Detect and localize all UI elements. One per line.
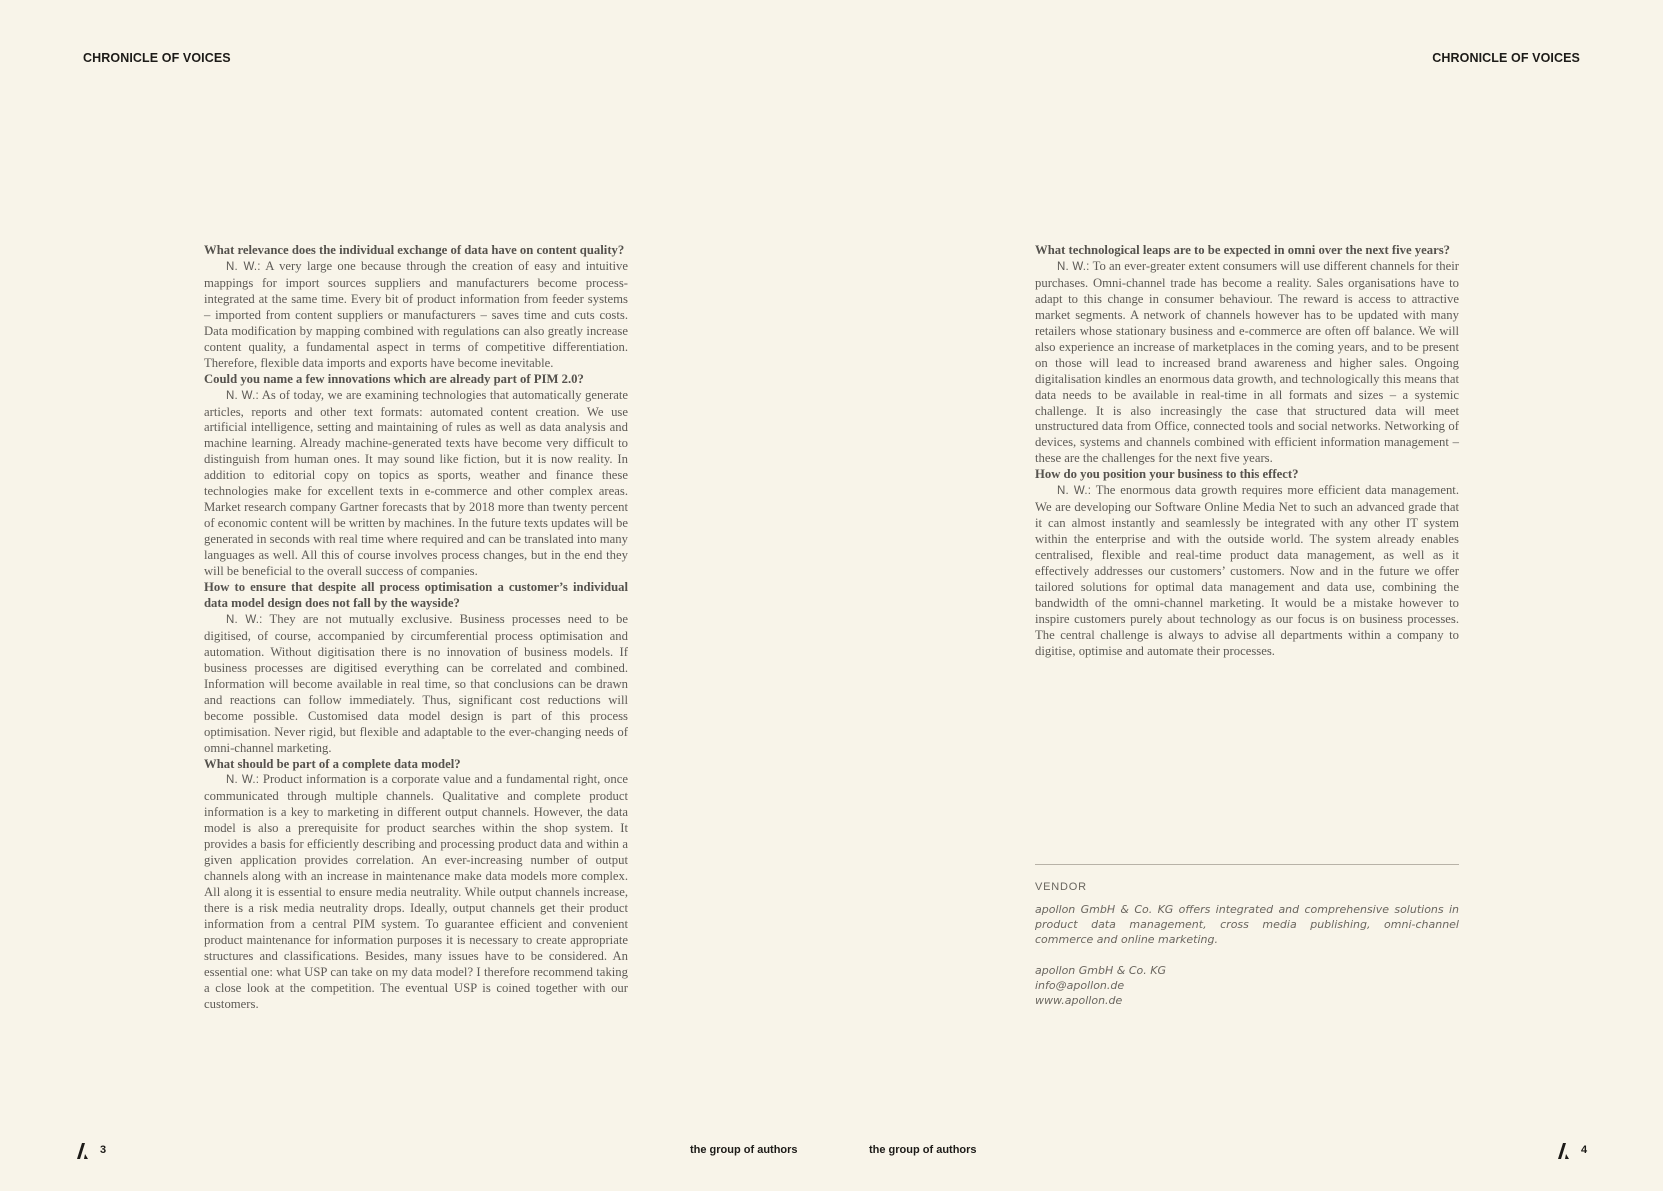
speaker-initials: N. W.:	[226, 389, 259, 402]
interview-answer	[204, 772, 628, 1012]
interview-answer	[204, 612, 628, 757]
interview-answer	[204, 259, 628, 372]
speaker-initials: N. W.:	[226, 613, 263, 626]
vendor-box	[1035, 864, 1459, 1008]
vendor-email: info@apollon.de	[1035, 979, 1125, 992]
speaker-initials: N. W.:	[1057, 260, 1090, 273]
right-text-column	[1035, 243, 1459, 660]
answer-text: A very large one because through the creation of easy and intuitive mappings for import sources suppliers and manufacturers become process-integrated at the same time. Every bit of product information from feeder systems – imported from content suppliers or manufacturers – saves time and cuts costs. Data modification by mapping combined with regulations can also greatly increase content quality, a fundamental aspect in terms of competitive differentiation. Therefore, flexible data imports and exports have become inevitable.	[204, 258, 628, 370]
interview-question: Could you name a few innovations which are already part of PIM 2.0?	[204, 371, 584, 386]
vendor-website: www.apollon.de	[1035, 994, 1123, 1007]
interview-question: What should be part of a complete data model?	[204, 756, 461, 771]
answer-text: They are not mutually exclusive. Business processes need to be digitised, of course, accompanied by circumferential process optimisation and automation. Without digitisation there is no innovation of business models. If business processes are digitised everything can be correlated and combined. Information will become available in real time, so that conclusions can be drawn and reactions can follow immediately. Thus, significant cost reductions will become possible. Customised data model design is part of this process optimisation. Never rigid, but flexible and adaptable to the ever-changing needs of omni-channel marketing.	[204, 611, 628, 755]
answer-text: The enormous data growth requires more efficient data management. We are developing our Software Online Media Net to such an advanced grade that it can almost instantly and seamlessly be integrated with any other IT system within the enterprise and with the outside world. The system already enables centralised, flexible and real-time product data management, as well as it effectively addresses our customers’ customers. Now and in the future we offer tailored solutions for optimal data management and data use, combining the bandwidth of the omni-channel marketing. It would be a mistake however to inspire customers purely about technology as our focus is on business processes. The central challenge is always to advise all departments within a company to digitise, optimise and automate their processes.	[1035, 483, 1459, 658]
vendor-contact	[1035, 963, 1459, 1008]
publisher-logo-icon	[76, 1143, 90, 1159]
footer-author-right: the group of authors	[869, 1144, 977, 1156]
interview-answer	[1035, 259, 1459, 467]
answer-text: Product information is a corporate value and a fundamental right, once communicated through multiple channels. Qualitative and complete product information is a key to marketing in different output channels. However, the data model is also a prerequisite for product searches within the shop system. It provides a basis for efficiently describing and processing product data and within a given application provides correlation. An ever-increasing number of output channels along with an increase in maintenance make data models more complex. All along it is essential to ensure media neutrality. While output channels increase, there is a risk media neutrality drops. Ideally, output channels get their product information from a central PIM system. To guarantee efficient and convenient product maintenance for information purposes it is necessary to create appropriate structures and classifications. Besides, many issues have to be considered. An essential one: what USP can take on my data model? I therefore recommend taking a close look at the competition. The eventual USP is coined together with our customers.	[204, 772, 628, 1011]
interview-question: What technological leaps are to be expected in omni over the next five years?	[1035, 243, 1450, 257]
running-header-left: CHRONICLE OF VOICES	[83, 51, 231, 65]
speaker-initials: N. W.:	[226, 774, 260, 787]
interview-question: How do you position your business to this effect?	[1035, 467, 1299, 482]
running-header-right: CHRONICLE OF VOICES	[1432, 51, 1580, 65]
page-number-left: 3	[100, 1144, 107, 1156]
answer-text: As of today, we are examining technologies that automatically generate articles, reports and other text formats: automated content creation. We use artificial intelligence, setting and maintaining of rules as well as data analysis and machine learning. Already machine-generated texts have become very difficult to distinguish from human ones. It may sound like fiction, but it is now reality. In addition to editorial copy on topics as sports, weather and finance these technologies make for excellent texts in e-commerce and other complex areas. Market research company Gartner forecasts that by 2018 more than twenty percent of economic content will be written by machines. In the future texts updates will be generated in seconds with real time where required and can be translated into many languages as well. All this of course involves process changes, but in the end they will be beneficial to the overall success of companies.	[204, 387, 628, 579]
publisher-logo-icon	[1557, 1143, 1571, 1159]
interview-question: What relevance does the individual exchange of data have on content quality?	[204, 243, 625, 257]
vendor-description: apollon GmbH & Co. KG offers integrated and comprehensive solutions in product data management, cross media publishing, omni-channel commerce and online marketing.	[1035, 903, 1459, 946]
speaker-initials: N. W.:	[1057, 485, 1092, 498]
interview-answer	[1035, 483, 1459, 659]
vendor-company: apollon GmbH & Co. KG	[1035, 964, 1166, 977]
speaker-initials: N. W.:	[226, 260, 261, 273]
page-number-right: 4	[1581, 1144, 1588, 1156]
interview-answer	[204, 388, 628, 580]
interview-question: How to ensure that despite all process optimisation a customer’s individual data model design does not fall by the wayside?	[204, 580, 628, 610]
vendor-label: VENDOR	[1035, 881, 1087, 893]
footer-author-left: the group of authors	[690, 1144, 798, 1156]
left-text-column	[204, 243, 628, 1013]
answer-text: To an ever-greater extent consumers will use different channels for their purchases. Omni-channel trade has become a reality. Sales organisations have to adapt to this change in consumer behaviour. The reward is access to attractive market segments. A network of channels however has to be updated with many retailers whose stationary business and e-commerce are often off balance. We will also experience an increase of marketplaces in the coming years, and to be present on those will lead to increased brand awareness and higher sales. Ongoing digitalisation kindles an enormous data growth, and technologically this means that data needs to be available in real-time in all formats and sizes – a systemic challenge. It is also increasingly the case that structured data will meet unstructured data from Office, connected tools and social networks. Networking of devices, systems and channels combined with efficient information management – these are the challenges for the next five years.	[1035, 258, 1459, 466]
